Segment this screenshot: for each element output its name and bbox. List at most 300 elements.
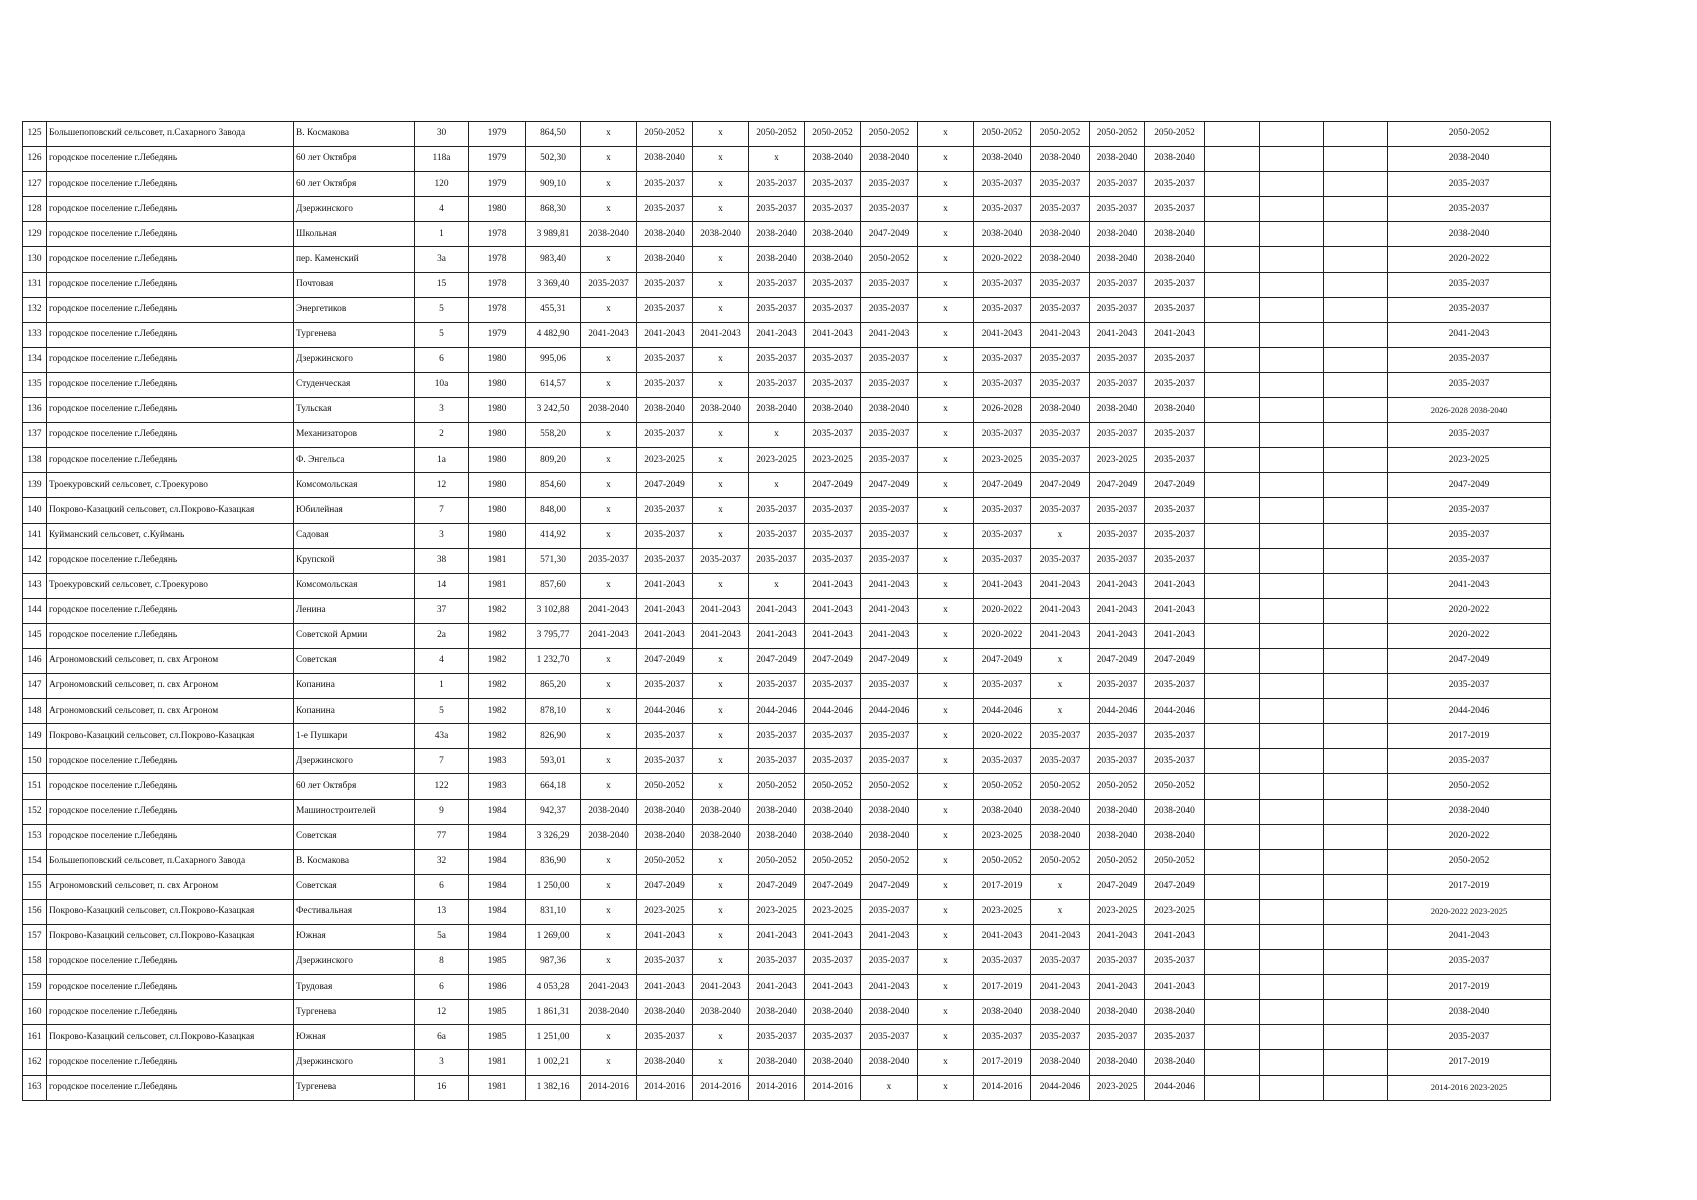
period-cell: 2035-2037 — [1090, 548, 1145, 573]
period-cell — [1205, 774, 1260, 799]
period-cell: 2035-2037 — [861, 172, 918, 197]
year-cell: 1982 — [469, 674, 526, 699]
period-cell: 2041-2043 — [1145, 573, 1205, 598]
period-cell: 2038-2040 — [1145, 147, 1205, 172]
period-cell: 2038-2040 — [861, 1050, 918, 1075]
period-cell: 2038-2040 — [749, 1050, 805, 1075]
period-cell: 2035-2037 — [974, 548, 1031, 573]
period-cell: 2038-2040 — [1090, 799, 1145, 824]
period-cell: x — [581, 498, 637, 523]
period-cell: 2038-2040 — [1090, 398, 1145, 423]
period-cell: 2035-2037 — [1031, 197, 1090, 222]
period-cell — [1324, 699, 1388, 724]
row-number-cell: 163 — [23, 1075, 47, 1100]
period-cell: 2023-2025 — [1090, 448, 1145, 473]
period-cell — [1205, 648, 1260, 673]
period-cell: 2038-2040 — [861, 398, 918, 423]
period-cell: 2041-2043 — [805, 925, 861, 950]
period-cell — [1260, 699, 1324, 724]
period-cell: 2050-2052 — [805, 122, 861, 147]
period-cell: 2038-2040 — [749, 222, 805, 247]
table-row — [23, 172, 1551, 197]
period-cell: 2035-2037 — [749, 1025, 805, 1050]
period-cell: 2035-2037 — [1090, 724, 1145, 749]
period-cell: 2041-2043 — [1090, 573, 1145, 598]
street-cell: Копанина — [294, 699, 415, 724]
house-number-cell: 37 — [415, 598, 469, 623]
house-number-cell: 3а — [415, 247, 469, 272]
year-cell: 1980 — [469, 347, 526, 372]
settlement-cell: городское поселение г.Лебедянь — [47, 774, 294, 799]
period-cell: 2035-2037 — [1145, 172, 1205, 197]
result-period-cell: 2017-2019 — [1388, 724, 1551, 749]
period-cell: x — [693, 849, 749, 874]
year-cell: 1983 — [469, 774, 526, 799]
period-cell: 2041-2043 — [637, 975, 693, 1000]
settlement-cell: городское поселение г.Лебедянь — [47, 347, 294, 372]
period-cell: x — [918, 498, 974, 523]
result-period-cell: 2035-2037 — [1388, 498, 1551, 523]
period-cell — [1205, 548, 1260, 573]
period-cell: 2035-2037 — [1090, 272, 1145, 297]
period-cell: 2047-2049 — [1090, 648, 1145, 673]
period-cell — [1260, 473, 1324, 498]
result-period-cell: 2035-2037 — [1388, 272, 1551, 297]
table-row — [23, 975, 1551, 1000]
year-cell: 1978 — [469, 222, 526, 247]
house-number-cell: 32 — [415, 849, 469, 874]
period-cell: 2035-2037 — [1090, 674, 1145, 699]
period-cell: x — [918, 925, 974, 950]
period-cell: x — [581, 1025, 637, 1050]
period-cell: 2044-2046 — [1145, 699, 1205, 724]
house-number-cell: 15 — [415, 272, 469, 297]
period-cell — [1205, 297, 1260, 322]
period-cell: 2050-2052 — [1090, 849, 1145, 874]
period-cell: 2035-2037 — [805, 724, 861, 749]
period-cell: 2041-2043 — [693, 598, 749, 623]
result-period-cell: 2041-2043 — [1388, 322, 1551, 347]
period-cell: 2041-2043 — [861, 573, 918, 598]
period-cell: 2038-2040 — [1031, 247, 1090, 272]
period-cell: x — [693, 473, 749, 498]
period-cell: 2035-2037 — [1145, 423, 1205, 448]
period-cell: 2035-2037 — [1145, 950, 1205, 975]
period-cell — [1260, 925, 1324, 950]
period-cell: 2041-2043 — [749, 925, 805, 950]
period-cell — [1324, 975, 1388, 1000]
house-number-cell: 118а — [415, 147, 469, 172]
period-cell: 2035-2037 — [805, 372, 861, 397]
result-period-cell: 2035-2037 — [1388, 197, 1551, 222]
street-cell: Дзержинского — [294, 1050, 415, 1075]
period-cell: 2041-2043 — [581, 322, 637, 347]
period-cell — [1260, 197, 1324, 222]
row-number-cell: 147 — [23, 674, 47, 699]
period-cell — [1324, 548, 1388, 573]
area-cell: 809,20 — [526, 448, 581, 473]
table-row — [23, 1025, 1551, 1050]
row-number-cell: 127 — [23, 172, 47, 197]
street-cell: Тульская — [294, 398, 415, 423]
table-row — [23, 899, 1551, 924]
period-cell: x — [693, 498, 749, 523]
period-cell: x — [581, 172, 637, 197]
area-cell: 836,90 — [526, 849, 581, 874]
period-cell — [1260, 1025, 1324, 1050]
period-cell: 2041-2043 — [637, 598, 693, 623]
period-cell: 2035-2037 — [1090, 749, 1145, 774]
period-cell — [1324, 423, 1388, 448]
table-row — [23, 548, 1551, 573]
settlement-cell: Покрово-Казацкий сельсовет, сл.Покрово-Казацкая — [47, 724, 294, 749]
period-cell: 2041-2043 — [1145, 598, 1205, 623]
table-row — [23, 598, 1551, 623]
period-cell: 2041-2043 — [861, 975, 918, 1000]
period-cell: 2038-2040 — [1090, 247, 1145, 272]
area-cell: 826,90 — [526, 724, 581, 749]
period-cell: 2023-2025 — [805, 448, 861, 473]
result-period-cell: 2047-2049 — [1388, 648, 1551, 673]
table-row — [23, 874, 1551, 899]
period-cell: 2038-2040 — [1031, 398, 1090, 423]
year-cell: 1984 — [469, 799, 526, 824]
period-cell — [1260, 824, 1324, 849]
period-cell: x — [581, 724, 637, 749]
street-cell: Комсомольская — [294, 573, 415, 598]
period-cell: x — [581, 849, 637, 874]
settlement-cell: городское поселение г.Лебедянь — [47, 147, 294, 172]
street-cell: Школьная — [294, 222, 415, 247]
period-cell: x — [581, 1050, 637, 1075]
period-cell: 2038-2040 — [637, 147, 693, 172]
house-number-cell: 12 — [415, 473, 469, 498]
period-cell: 2035-2037 — [861, 272, 918, 297]
period-cell: x — [693, 347, 749, 372]
period-cell — [1324, 147, 1388, 172]
period-cell: 2038-2040 — [805, 222, 861, 247]
row-number-cell: 133 — [23, 322, 47, 347]
period-cell: 2050-2052 — [1090, 774, 1145, 799]
row-number-cell: 148 — [23, 699, 47, 724]
street-cell: Дзержинского — [294, 749, 415, 774]
period-cell: x — [918, 222, 974, 247]
table-row — [23, 147, 1551, 172]
period-cell: 2041-2043 — [581, 623, 637, 648]
period-cell: x — [693, 247, 749, 272]
result-period-cell: 2035-2037 — [1388, 423, 1551, 448]
period-cell — [1324, 799, 1388, 824]
period-cell — [1205, 1025, 1260, 1050]
table-row — [23, 1075, 1551, 1100]
year-cell: 1980 — [469, 523, 526, 548]
settlement-cell: Агрономовский сельсовет, п. свх Агроном — [47, 699, 294, 724]
period-cell — [1324, 849, 1388, 874]
period-cell — [1205, 172, 1260, 197]
table-row — [23, 423, 1551, 448]
period-cell — [1324, 899, 1388, 924]
period-cell: 2041-2043 — [861, 322, 918, 347]
period-cell: 2035-2037 — [749, 548, 805, 573]
street-cell: Дзержинского — [294, 950, 415, 975]
period-cell: 2035-2037 — [1090, 1025, 1145, 1050]
period-cell: 2035-2037 — [637, 950, 693, 975]
period-cell: 2035-2037 — [637, 297, 693, 322]
period-cell: 2041-2043 — [1031, 573, 1090, 598]
year-cell: 1980 — [469, 197, 526, 222]
period-cell: 2035-2037 — [974, 423, 1031, 448]
period-cell: 2047-2049 — [861, 222, 918, 247]
period-cell: 2047-2049 — [861, 874, 918, 899]
period-cell: x — [693, 423, 749, 448]
settlement-cell: городское поселение г.Лебедянь — [47, 448, 294, 473]
period-cell — [1324, 473, 1388, 498]
period-cell — [1260, 122, 1324, 147]
period-cell: 2014-2016 — [749, 1075, 805, 1100]
period-cell: 2038-2040 — [1145, 222, 1205, 247]
period-cell — [1324, 598, 1388, 623]
period-cell: x — [693, 648, 749, 673]
settlement-cell: городское поселение г.Лебедянь — [47, 548, 294, 573]
period-cell: 2035-2037 — [805, 674, 861, 699]
street-cell: 60 лет Октября — [294, 172, 415, 197]
period-cell: 2038-2040 — [1145, 799, 1205, 824]
table-row — [23, 849, 1551, 874]
result-period-cell: 2038-2040 — [1388, 222, 1551, 247]
period-cell: 2044-2046 — [805, 699, 861, 724]
period-cell: 2038-2040 — [861, 799, 918, 824]
table-row — [23, 247, 1551, 272]
period-cell: 2038-2040 — [1145, 824, 1205, 849]
settlement-cell: Агрономовский сельсовет, п. свх Агроном — [47, 674, 294, 699]
period-cell: 2041-2043 — [693, 623, 749, 648]
period-cell: x — [918, 623, 974, 648]
period-cell: x — [581, 423, 637, 448]
period-cell: 2035-2037 — [861, 523, 918, 548]
period-cell: 2035-2037 — [1145, 297, 1205, 322]
settlement-cell: Агрономовский сельсовет, п. свх Агроном — [47, 874, 294, 899]
period-cell: 2050-2052 — [805, 774, 861, 799]
period-cell: 2035-2037 — [637, 749, 693, 774]
period-cell: 2035-2037 — [974, 172, 1031, 197]
period-cell: 2035-2037 — [805, 749, 861, 774]
period-cell: 2035-2037 — [974, 674, 1031, 699]
period-cell: x — [581, 699, 637, 724]
row-number-cell: 151 — [23, 774, 47, 799]
row-number-cell: 130 — [23, 247, 47, 272]
period-cell: 2035-2037 — [637, 172, 693, 197]
period-cell: 2038-2040 — [861, 824, 918, 849]
year-cell: 1981 — [469, 548, 526, 573]
year-cell: 1982 — [469, 598, 526, 623]
period-cell — [1260, 899, 1324, 924]
row-number-cell: 140 — [23, 498, 47, 523]
period-cell: 2035-2037 — [581, 272, 637, 297]
house-number-cell: 10а — [415, 372, 469, 397]
period-cell: 2038-2040 — [693, 222, 749, 247]
street-cell: Дзержинского — [294, 197, 415, 222]
house-number-cell: 14 — [415, 573, 469, 598]
period-cell: 2035-2037 — [637, 674, 693, 699]
period-cell — [1260, 322, 1324, 347]
period-cell: 2035-2037 — [749, 674, 805, 699]
period-cell — [1205, 925, 1260, 950]
area-cell: 857,60 — [526, 573, 581, 598]
period-cell: 2035-2037 — [1090, 347, 1145, 372]
period-cell: 2038-2040 — [581, 1000, 637, 1025]
period-cell — [1260, 674, 1324, 699]
row-number-cell: 132 — [23, 297, 47, 322]
period-cell: 2047-2049 — [1090, 473, 1145, 498]
period-cell: 2050-2052 — [805, 849, 861, 874]
period-cell: 2035-2037 — [861, 548, 918, 573]
row-number-cell: 152 — [23, 799, 47, 824]
street-cell: Комсомольская — [294, 473, 415, 498]
period-cell: 2038-2040 — [637, 247, 693, 272]
period-cell: x — [581, 297, 637, 322]
period-cell: 2026-2028 — [974, 398, 1031, 423]
period-cell: 2041-2043 — [974, 925, 1031, 950]
period-cell: 2023-2025 — [1145, 899, 1205, 924]
period-cell: x — [918, 473, 974, 498]
period-cell: x — [918, 147, 974, 172]
table-row — [23, 448, 1551, 473]
settlement-cell: городское поселение г.Лебедянь — [47, 1000, 294, 1025]
period-cell: 2038-2040 — [805, 799, 861, 824]
table-row — [23, 398, 1551, 423]
period-cell — [1260, 1075, 1324, 1100]
house-number-cell: 1 — [415, 674, 469, 699]
period-cell: 2050-2052 — [1090, 122, 1145, 147]
period-cell — [1260, 272, 1324, 297]
period-cell — [1324, 122, 1388, 147]
period-cell — [1324, 272, 1388, 297]
period-cell: 2035-2037 — [805, 197, 861, 222]
area-cell: 3 989,81 — [526, 222, 581, 247]
period-cell: x — [693, 749, 749, 774]
period-cell: 2035-2037 — [749, 749, 805, 774]
period-cell: 2050-2052 — [861, 247, 918, 272]
settlement-cell: Большепоповский сельсовет, п.Сахарного Завода — [47, 849, 294, 874]
settlement-cell: городское поселение г.Лебедянь — [47, 749, 294, 774]
period-cell: 2038-2040 — [805, 247, 861, 272]
area-cell: 664,18 — [526, 774, 581, 799]
data-table — [22, 121, 1551, 1101]
period-cell — [1260, 874, 1324, 899]
row-number-cell: 154 — [23, 849, 47, 874]
settlement-cell: Агрономовский сельсовет, п. свх Агроном — [47, 648, 294, 673]
period-cell — [1324, 1050, 1388, 1075]
period-cell: 2035-2037 — [974, 372, 1031, 397]
table-row — [23, 774, 1551, 799]
period-cell: 2038-2040 — [749, 1000, 805, 1025]
period-cell: 2041-2043 — [749, 623, 805, 648]
period-cell: 2044-2046 — [1090, 699, 1145, 724]
period-cell — [1324, 1000, 1388, 1025]
year-cell: 1980 — [469, 498, 526, 523]
period-cell: 2035-2037 — [805, 1025, 861, 1050]
period-cell: 2035-2037 — [1145, 448, 1205, 473]
period-cell: 2017-2019 — [974, 1050, 1031, 1075]
area-cell: 854,60 — [526, 473, 581, 498]
year-cell: 1982 — [469, 724, 526, 749]
row-number-cell: 126 — [23, 147, 47, 172]
period-cell — [1260, 222, 1324, 247]
period-cell — [1205, 975, 1260, 1000]
street-cell: Ф. Энгельса — [294, 448, 415, 473]
year-cell: 1980 — [469, 473, 526, 498]
period-cell: 2041-2043 — [693, 322, 749, 347]
period-cell: 2035-2037 — [861, 899, 918, 924]
period-cell: 2038-2040 — [1145, 247, 1205, 272]
period-cell: 2017-2019 — [974, 874, 1031, 899]
row-number-cell: 138 — [23, 448, 47, 473]
period-cell: 2041-2043 — [1031, 925, 1090, 950]
table-row — [23, 372, 1551, 397]
period-cell: 2041-2043 — [861, 598, 918, 623]
period-cell: 2041-2043 — [637, 925, 693, 950]
period-cell: x — [693, 573, 749, 598]
settlement-cell: городское поселение г.Лебедянь — [47, 1050, 294, 1075]
period-cell — [1324, 774, 1388, 799]
period-cell: x — [918, 448, 974, 473]
period-cell: 2047-2049 — [861, 648, 918, 673]
result-period-cell: 2035-2037 — [1388, 523, 1551, 548]
street-cell: Энергетиков — [294, 297, 415, 322]
period-cell: 2050-2052 — [749, 122, 805, 147]
year-cell: 1981 — [469, 1075, 526, 1100]
area-cell: 868,30 — [526, 197, 581, 222]
period-cell: 2041-2043 — [693, 975, 749, 1000]
period-cell: 2014-2016 — [693, 1075, 749, 1100]
period-cell: x — [693, 372, 749, 397]
street-cell: Советская — [294, 824, 415, 849]
period-cell: 2041-2043 — [1031, 623, 1090, 648]
period-cell — [1260, 799, 1324, 824]
period-cell — [1260, 573, 1324, 598]
period-cell: 2035-2037 — [581, 548, 637, 573]
period-cell: 2038-2040 — [749, 799, 805, 824]
settlement-cell: городское поселение г.Лебедянь — [47, 950, 294, 975]
result-period-cell: 2035-2037 — [1388, 172, 1551, 197]
period-cell: 2035-2037 — [749, 172, 805, 197]
period-cell — [1260, 347, 1324, 372]
result-period-cell: 2035-2037 — [1388, 1025, 1551, 1050]
period-cell — [1324, 197, 1388, 222]
period-cell: 2038-2040 — [861, 1000, 918, 1025]
house-number-cell: 120 — [415, 172, 469, 197]
period-cell: x — [749, 423, 805, 448]
period-cell: 2050-2052 — [1031, 122, 1090, 147]
row-number-cell: 159 — [23, 975, 47, 1000]
period-cell: x — [918, 423, 974, 448]
period-cell — [1324, 347, 1388, 372]
house-number-cell: 122 — [415, 774, 469, 799]
period-cell — [1260, 548, 1324, 573]
period-cell: 2035-2037 — [1145, 347, 1205, 372]
row-number-cell: 144 — [23, 598, 47, 623]
period-cell: 2041-2043 — [805, 573, 861, 598]
house-number-cell: 2 — [415, 423, 469, 448]
settlement-cell: городское поселение г.Лебедянь — [47, 247, 294, 272]
period-cell: 2041-2043 — [1031, 598, 1090, 623]
period-cell: x — [749, 473, 805, 498]
period-cell: 2038-2040 — [637, 1000, 693, 1025]
year-cell: 1986 — [469, 975, 526, 1000]
period-cell: 2041-2043 — [1145, 623, 1205, 648]
street-cell: Копанина — [294, 674, 415, 699]
period-cell: 2047-2049 — [749, 874, 805, 899]
